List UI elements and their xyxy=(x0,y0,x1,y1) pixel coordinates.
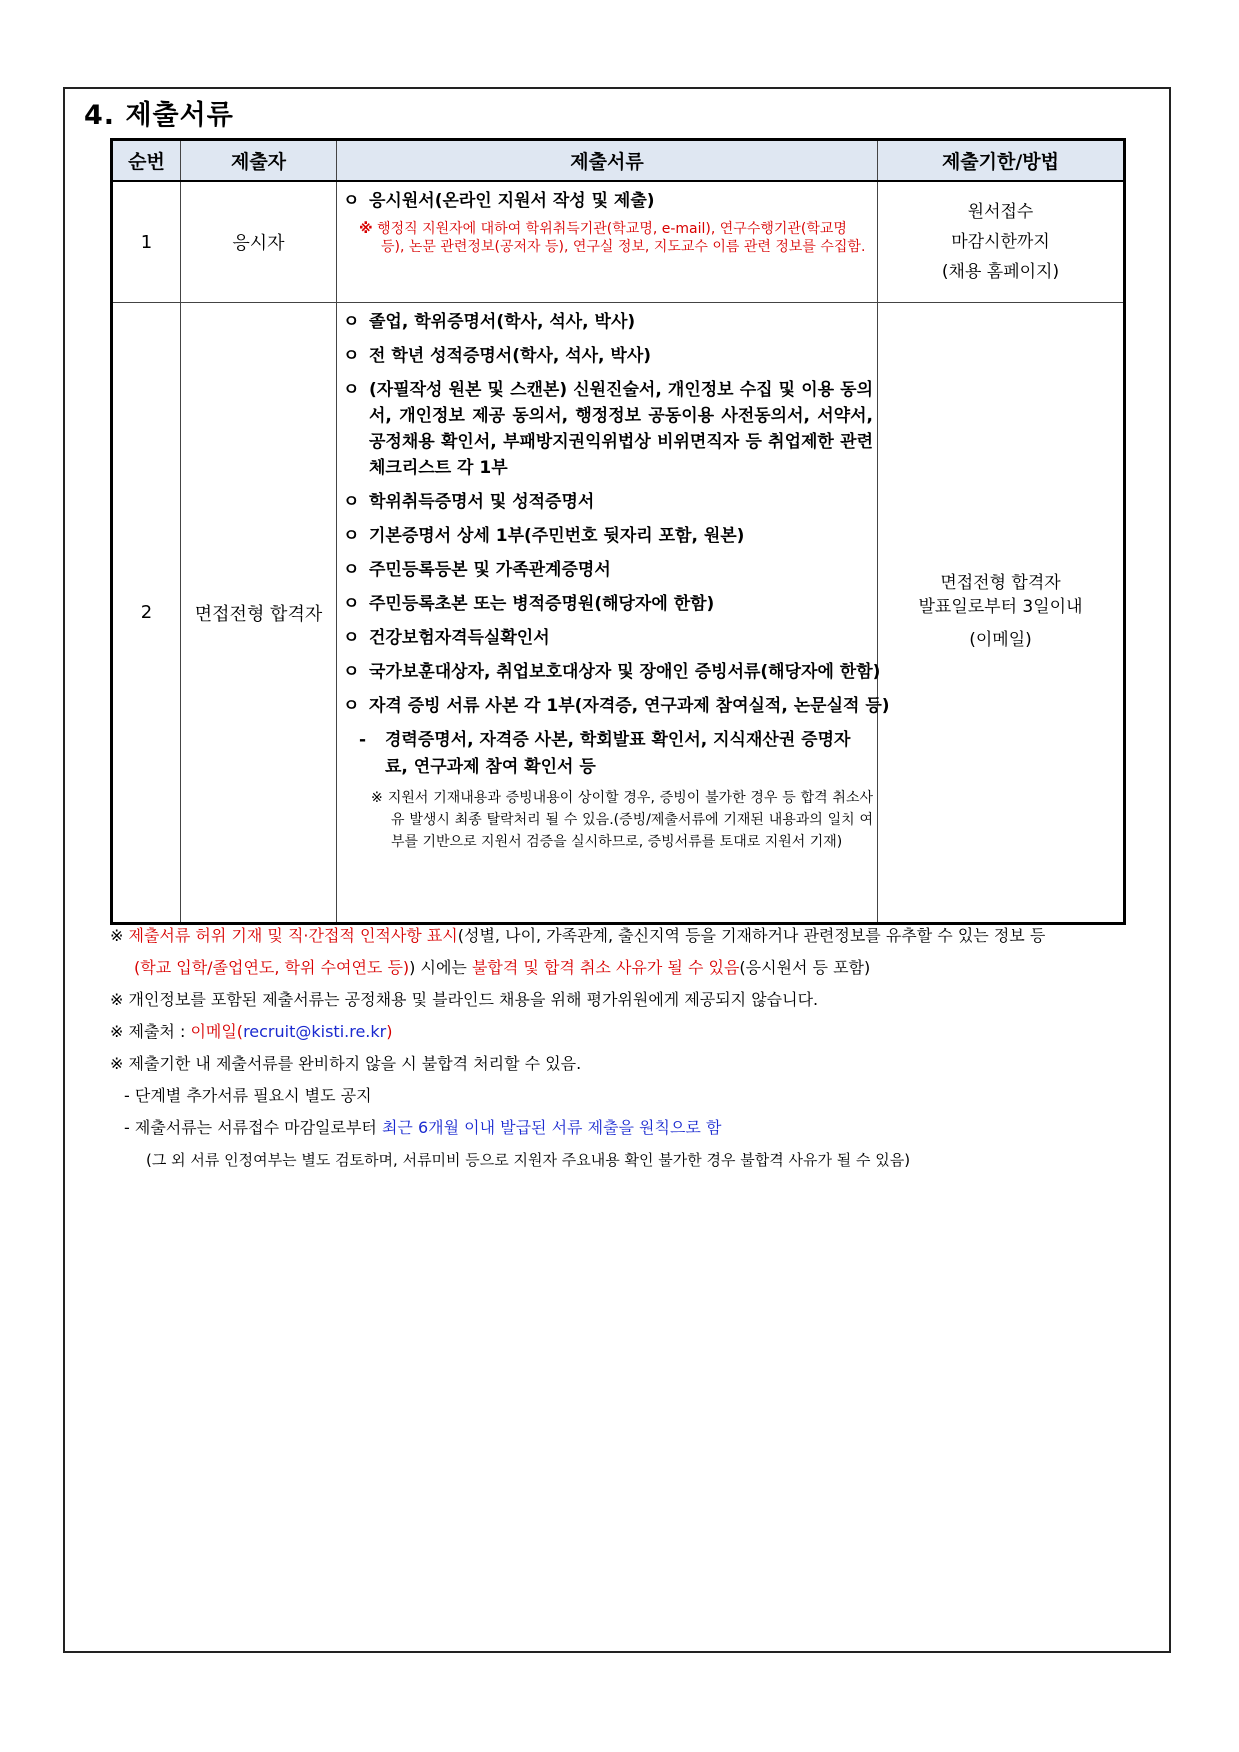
document-item: ㅇ 졸업, 학위증명서(학사, 석사, 박사) xyxy=(343,309,873,335)
row-submitter: 면접전형 합격자 xyxy=(181,303,337,924)
bullet-icon: ㅇ xyxy=(343,696,360,716)
row-documents xyxy=(337,303,890,924)
bullet-icon: ㅇ xyxy=(343,526,360,546)
bullet-icon: ㅇ xyxy=(343,594,360,614)
note-other-docs: (그 외 서류 인정여부는 별도 검토하며, 서류미비 등으로 지원자 주요내용 확인 불가한 경우 불합격 사유가 될 수 있음) xyxy=(146,1151,911,1169)
document-item: ㅇ (자필작성 원본 및 스캔본) 신원진술서, 개인정보 수집 및 이용 동의서, 개인정보 제공 동의서, 행정정보 공동이용 사전동의서, 서약서, 공정채용 확인서, 부패방지권익위법상 비위면직자 등 취업제한 관련 체크리스트 각 1부 xyxy=(343,377,873,481)
table-header-row xyxy=(112,140,1125,182)
note-submission-address: ※ 제출처 : 이메일(recruit@kisti.re.kr) xyxy=(110,1022,393,1041)
document-item: ㅇ 자격 증빙 서류 사본 각 1부(자격증, 연구과제 참여실적, 논문실적 등) xyxy=(343,693,873,719)
note-deadline: ※ 제출기한 내 제출서류를 완비하지 않을 시 불합격 처리할 수 있음. xyxy=(110,1054,582,1073)
bullet-icon: ㅇ xyxy=(343,191,360,211)
documents-table xyxy=(110,138,1126,925)
collection-notice: ※ 행정직 지원자에 대하여 학위취득기관(학교명, e-mail), 연구수행기관(학교명 등), 논문 관련정보(공저자 등), 연구실 정보, 지도교수 이름 관련 정보를 수집함. xyxy=(359,221,866,255)
row-number: 2 xyxy=(112,303,181,924)
bullet-icon: ㅇ xyxy=(343,380,360,400)
header-deadline: 제출기한/방법 xyxy=(878,140,1125,182)
notes-section xyxy=(110,920,1130,1176)
document-item: 응시원서(온라인 지원서 작성 및 제출) xyxy=(369,191,655,211)
dash-icon: - xyxy=(359,730,367,750)
note-privacy: ※ 개인정보를 포함된 제출서류는 공정채용 및 블라인드 채용을 위해 평가위원에게 제공되지 않습니다. xyxy=(110,990,819,1009)
document-item: ㅇ 건강보험자격득실확인서 xyxy=(343,625,873,651)
bullet-icon: ㅇ xyxy=(343,662,360,682)
header-no: 순번 xyxy=(112,140,181,182)
note-false-info: ※ 제출서류 허위 기재 및 직·간접적 인적사항 표시(성별, 나이, 가족관계, 출신지역 등을 기재하거나 관련정보를 유추할 수 있는 정보 등 xyxy=(110,926,1046,945)
document-item: ㅇ 전 학년 성적증명서(학사, 석사, 박사) xyxy=(343,343,873,369)
row-deadline: 면접전형 합격자 발표일로부터 3일이내 (이메일) xyxy=(878,303,1125,924)
email-link[interactable]: recruit@kisti.re.kr xyxy=(243,1022,387,1041)
verification-note: ※ 지원서 기재내용과 증빙내용이 상이할 경우, 증빙이 불가한 경우 등 합격 취소사유 발생시 최종 탈락처리 될 수 있음.(증빙/제출서류에 기재된 내용과의 일치 여부를 기반으로 지원서 검증을 실시하므로, 증빙서류를 토대로 지원서 기재) xyxy=(371,790,873,850)
bullet-icon: ㅇ xyxy=(343,312,360,332)
note-additional-docs: - 단계별 추가서류 필요시 별도 공지 xyxy=(124,1086,372,1105)
table-row xyxy=(112,303,1125,924)
bullet-icon: ㅇ xyxy=(343,628,360,648)
document-item: ㅇ 국가보훈대상자, 취업보호대상자 및 장애인 증빙서류(해당자에 한함) xyxy=(343,659,873,685)
row-deadline: 원서접수 마감시한까지 (채용 홈페이지) xyxy=(878,181,1125,303)
bullet-icon: ㅇ xyxy=(343,492,360,512)
row-submitter: 응시자 xyxy=(181,181,337,303)
header-submitter: 제출자 xyxy=(181,140,337,182)
document-subitem: - 경력증명서, 자격증 사본, 학회발표 확인서, 지식재산권 증명자료, 연구과제 참여 확인서 등 xyxy=(343,727,873,781)
document-item: ㅇ 기본증명서 상세 1부(주민번호 뒷자리 포함, 원본) xyxy=(343,523,873,549)
note-false-info-cont: (학교 입학/졸업연도, 학위 수여연도 등)) 시에는 불합격 및 합격 취소 사유가 될 수 있음(응시원서 등 포함) xyxy=(134,958,871,977)
table-row xyxy=(112,181,1125,303)
note-issue-date: - 제출서류는 서류접수 마감일로부터 최근 6개월 이내 발급된 서류 제출을 원칙으로 함 xyxy=(124,1118,722,1137)
document-item: ㅇ 주민등록초본 또는 병적증명원(해당자에 한함) xyxy=(343,591,873,617)
bullet-icon: ㅇ xyxy=(343,346,360,366)
row-number: 1 xyxy=(112,181,181,303)
bullet-icon: ㅇ xyxy=(343,560,360,580)
section-title: 4. 제출서류 xyxy=(84,100,234,131)
document-item: ㅇ 학위취득증명서 및 성적증명서 xyxy=(343,489,873,515)
document-item: ㅇ 주민등록등본 및 가족관계증명서 xyxy=(343,557,873,583)
header-documents: 제출서류 xyxy=(337,140,878,182)
row-documents xyxy=(337,181,878,303)
